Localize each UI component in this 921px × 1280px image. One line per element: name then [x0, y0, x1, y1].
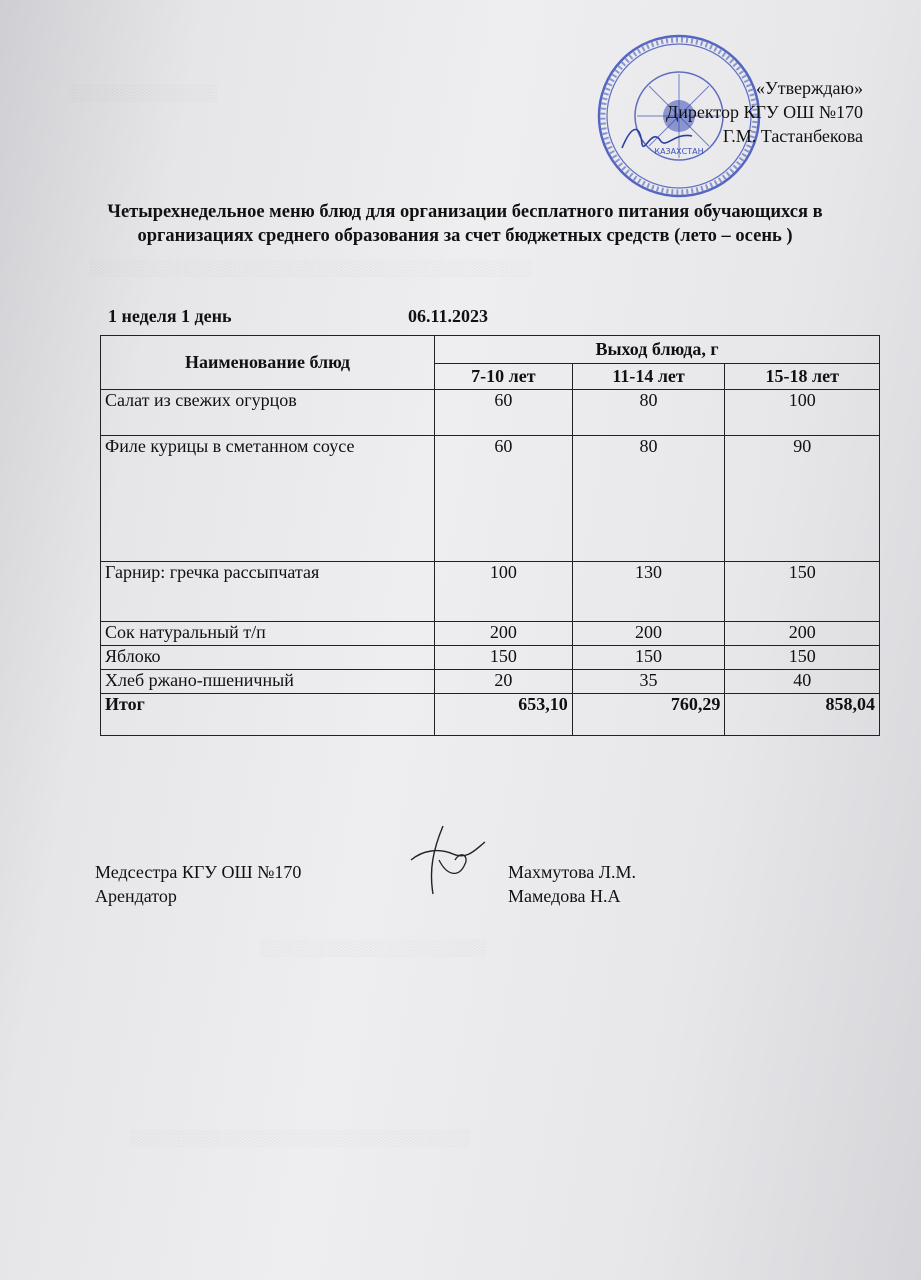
output-header: Выход блюда, г	[435, 336, 880, 364]
table-row	[101, 646, 880, 670]
total-value: 858,04	[725, 694, 880, 736]
tenant-role: Арендатор	[95, 886, 177, 906]
bleed-through-text: ░░░░░░░░░░░░░░░░░░░░	[260, 940, 487, 957]
director-signature	[618, 118, 698, 158]
approval-position: Директор КГУ ОШ №170	[665, 102, 863, 122]
age-header: 11-14 лет	[572, 364, 725, 390]
portion-value: 20	[435, 670, 573, 694]
menu-date: 06.11.2023	[408, 306, 489, 326]
week-day-label: 1 неделя 1 день	[108, 306, 232, 326]
dish-name: Хлеб ржано-пшеничный	[101, 670, 435, 694]
menu-table	[100, 335, 880, 736]
total-value: 653,10	[435, 694, 573, 736]
table-row	[101, 390, 880, 436]
document-title: Четырехнедельное меню блюд для организации бесплатного питания обучающихся в организациях среднего образования за счет бюджетных средств (лето – осень )	[107, 202, 823, 246]
total-row	[101, 694, 880, 736]
dish-name: Сок натуральный т/п	[101, 622, 435, 646]
portion-value: 150	[725, 646, 880, 670]
portion-value: 60	[435, 390, 573, 436]
tenant-name: Мамедова Н.А	[508, 886, 621, 906]
table-row	[101, 670, 880, 694]
nurse-signature	[403, 820, 493, 900]
nurse-name: Махмутова Л.М.	[508, 862, 636, 882]
portion-value: 80	[572, 436, 725, 562]
age-header: 7-10 лет	[435, 364, 573, 390]
seal-center-text: КАЗАХСТАН	[654, 147, 704, 156]
table-header-row	[101, 336, 880, 364]
portion-value: 80	[572, 390, 725, 436]
portion-value: 60	[435, 436, 573, 562]
portion-value: 100	[435, 562, 573, 622]
portion-value: 200	[572, 622, 725, 646]
total-value: 760,29	[572, 694, 725, 736]
bleed-through-text: ░░░░░░░░░░░░░░░░░░░░░░░░░░░░░░	[130, 1130, 471, 1147]
portion-value: 35	[572, 670, 725, 694]
portion-value: 150	[725, 562, 880, 622]
total-label: Итог	[101, 694, 435, 736]
table-row	[101, 436, 880, 562]
approval-line: «Утверждаю»	[755, 78, 863, 98]
bleed-through-text: ░░░░░░░░░░░░░	[70, 85, 218, 102]
portion-value: 90	[725, 436, 880, 562]
dish-name: Салат из свежих огурцов	[101, 390, 435, 436]
age-header: 15-18 лет	[725, 364, 880, 390]
portion-value: 200	[725, 622, 880, 646]
dish-name: Филе курицы в сметанном соусе	[101, 436, 435, 562]
nurse-role: Медсестра КГУ ОШ №170	[95, 862, 302, 882]
portion-value: 100	[725, 390, 880, 436]
bleed-through-text: ░░░░░░░░░░░░░░░░░░░░░░░░░░░░░░░░░░░░░░░	[90, 260, 533, 277]
portion-value: 150	[435, 646, 573, 670]
portion-value: 150	[572, 646, 725, 670]
portion-value: 40	[725, 670, 880, 694]
table-row	[101, 622, 880, 646]
dish-name: Яблоко	[101, 646, 435, 670]
approval-signatory: Г.М. Тастанбекова	[722, 126, 863, 146]
portion-value: 130	[572, 562, 725, 622]
dish-name-header: Наименование блюд	[101, 336, 435, 390]
dish-name: Гарнир: гречка рассыпчатая	[101, 562, 435, 622]
portion-value: 200	[435, 622, 573, 646]
table-row	[101, 562, 880, 622]
